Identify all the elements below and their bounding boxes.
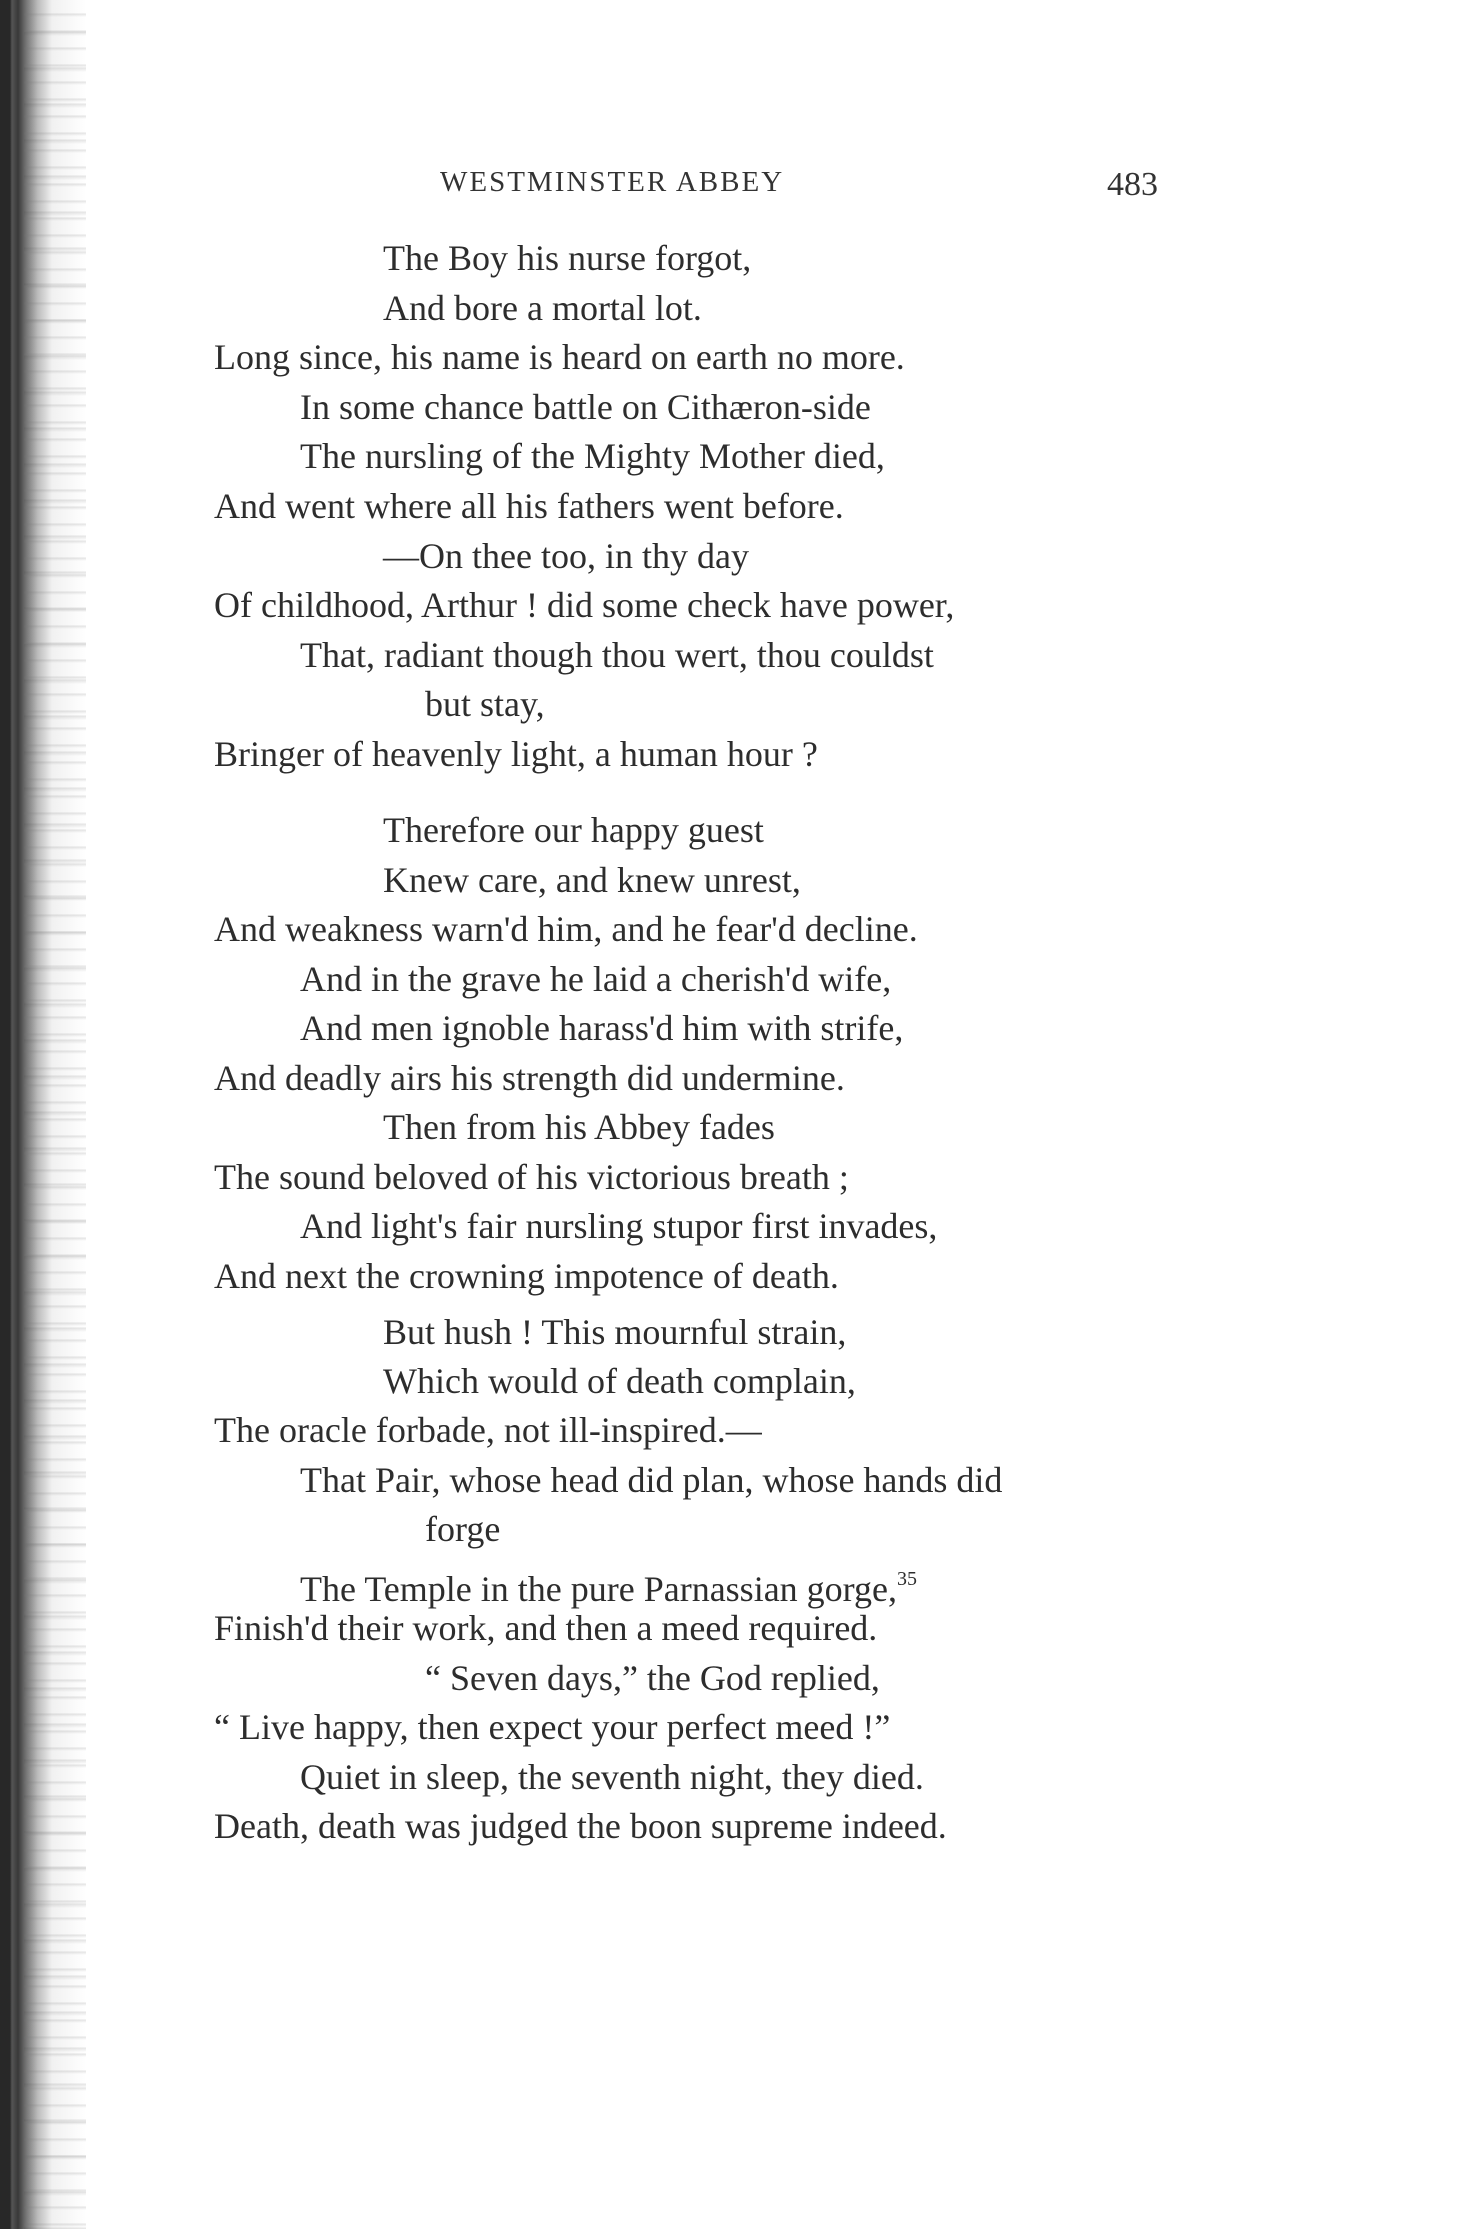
verse-line: That, radiant though thou wert, thou couldst — [300, 635, 934, 675]
verse-line: The sound beloved of his victorious breath ; — [214, 1157, 849, 1197]
verse-line-text: The Temple in the pure Parnassian gorge, — [300, 1569, 897, 1609]
verse-line: The nursling of the Mighty Mother died, — [300, 436, 885, 476]
verse-line: Finish'd their work, and then a meed required. — [214, 1608, 878, 1648]
verse-line: And weakness warn'd him, and he fear'd decline. — [214, 909, 918, 949]
verse-line: Long since, his name is heard on earth no more. — [214, 337, 905, 377]
verse-line: But hush ! This mournful strain, — [383, 1312, 847, 1352]
verse-line: Therefore our happy guest — [383, 810, 764, 850]
verse-line: And men ignoble harass'd him with strife, — [300, 1008, 904, 1048]
verse-line: That Pair, whose head did plan, whose hands did — [300, 1460, 1003, 1500]
verse-line: “ Seven days,” the God replied, — [425, 1658, 880, 1698]
verse-line: —On thee too, in thy day — [383, 536, 749, 576]
verse-line: And light's fair nursling stupor first invades, — [300, 1206, 938, 1246]
verse-line: And next the crowning impotence of death. — [214, 1256, 839, 1296]
verse-line-with-footnote — [300, 1557, 917, 1611]
verse-line: Of childhood, Arthur ! did some check have power, — [214, 585, 955, 625]
verse-line: Then from his Abbey fades — [383, 1107, 775, 1147]
verse-line: Which would of death complain, — [383, 1361, 856, 1401]
verse-line: And deadly airs his strength did undermine. — [214, 1058, 845, 1098]
verse-line: And in the grave he laid a cherish'd wife, — [300, 959, 892, 999]
running-head: WESTMINSTER ABBEY — [440, 166, 785, 198]
verse-line: but stay, — [425, 684, 545, 724]
verse-line: The oracle forbade, not ill-inspired.— — [214, 1410, 762, 1450]
verse-line: forge — [425, 1509, 501, 1549]
verse-line: And went where all his fathers went before. — [214, 486, 844, 526]
verse-line: Knew care, and knew unrest, — [383, 860, 801, 900]
page-number: 483 — [1107, 166, 1158, 203]
verse-line: “ Live happy, then expect your perfect meed !” — [214, 1707, 891, 1747]
verse-line: And bore a mortal lot. — [383, 288, 702, 328]
scan-noise-speckles — [24, 0, 86, 2229]
verse-line: Death, death was judged the boon supreme indeed. — [214, 1806, 947, 1846]
verse-line: Bringer of heavenly light, a human hour ? — [214, 734, 818, 774]
footnote-marker: 35 — [897, 1568, 917, 1590]
verse-line: Quiet in sleep, the seventh night, they died. — [300, 1757, 924, 1797]
verse-line: In some chance battle on Cithæron-side — [300, 387, 871, 427]
verse-line: The Boy his nurse forgot, — [383, 238, 752, 278]
